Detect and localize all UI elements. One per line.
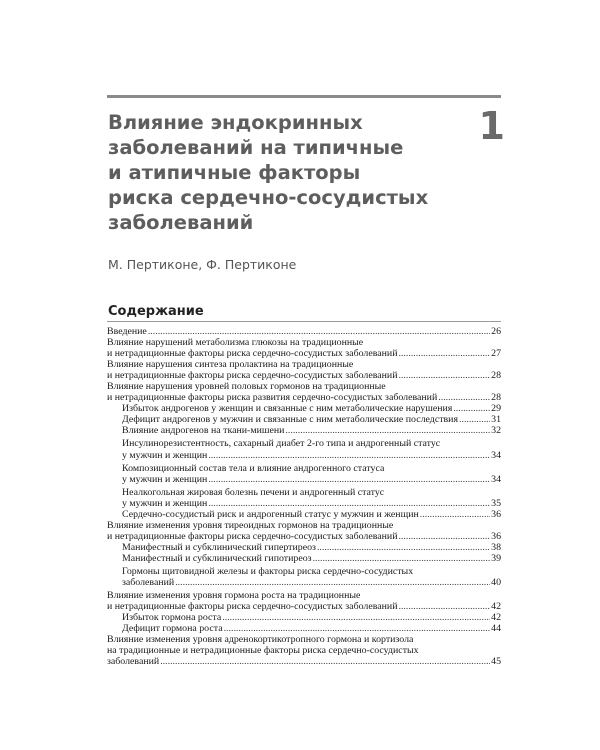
toc-page-number: 42 [491, 601, 501, 613]
toc-rule [107, 321, 501, 322]
toc-entry-text: Влияние изменения уровня адренокортикотропного гормона и кортизола [107, 634, 414, 646]
toc-entry-text: Инсулинорезистентность, сахарный диабет 2-го типа и андрогенный статус [122, 438, 441, 450]
toc-page-number: 45 [491, 656, 501, 668]
toc-entry[interactable] [107, 520, 501, 531]
toc-entry-text: и нетрадиционные факторы риска сердечно-сосудистых заболеваний [107, 601, 398, 613]
toc-entry-text: заболеваний [107, 656, 160, 668]
toc-page-number: 31 [491, 414, 501, 426]
toc-entry[interactable] [107, 463, 501, 474]
toc-dot-leader [208, 450, 490, 461]
toc-page-number: 39 [491, 552, 501, 564]
toc-page-number: 32 [491, 425, 501, 437]
toc-entry[interactable] [107, 645, 501, 656]
toc-dot-leader [398, 601, 490, 612]
toc-page-number: 28 [491, 370, 501, 382]
chapter-title-line: риска сердечно-сосудистых [108, 186, 429, 209]
toc-entry-text: Манифестный и субклинический гипертиреоз [122, 541, 316, 553]
toc-dot-leader [420, 509, 490, 520]
toc-dot-leader [208, 498, 490, 509]
top-rule [107, 95, 501, 98]
toc-page-number: 38 [491, 541, 501, 553]
toc-page-number: 36 [491, 530, 501, 542]
chapter-title [108, 110, 428, 235]
toc-entry[interactable] [107, 577, 501, 588]
toc-entry[interactable] [107, 337, 501, 348]
toc-entry[interactable] [107, 487, 501, 498]
toc-entry[interactable] [107, 359, 501, 370]
toc-dot-leader [313, 553, 491, 564]
toc-entry-text: и нетрадиционные факторы риска сердечно-сосудистых заболеваний [107, 348, 398, 360]
toc-entry-text: Влияние изменения уровня гормона роста на традиционные [107, 590, 361, 602]
toc-entry-text: и нетрадиционные факторы риска сердечно-сосудистых заболеваний [107, 530, 398, 542]
toc-page-number: 34 [491, 473, 501, 485]
toc-entry[interactable] [107, 403, 501, 414]
toc-entry-text: на традиционные и нетрадиционные факторы риска сердечно-сосудистых [107, 645, 419, 657]
toc-entry-text: у мужчин и женщин [122, 497, 208, 509]
toc-entry[interactable] [107, 370, 501, 381]
toc-entry-text: Гормоны щитовидной железы и факторы риска сердечно-сосудистых [122, 565, 414, 577]
toc-entry-text: Избыток гормона роста [122, 612, 222, 624]
toc-entry[interactable] [107, 498, 501, 509]
toc-heading: Содержание [108, 304, 204, 319]
toc-entry[interactable] [107, 590, 501, 601]
table-of-contents [107, 326, 501, 667]
toc-entry[interactable] [107, 612, 501, 623]
toc-entry-text: заболеваний [122, 577, 175, 589]
toc-entry-text: Влияние нарушения уровней половых гормонов на традиционные [107, 381, 386, 393]
toc-entry-text: Неалкогольная жировая болезнь печени и андрогенный статус [122, 486, 385, 498]
toc-entry-text: у мужчин и женщин [122, 473, 208, 485]
toc-entry[interactable] [107, 656, 501, 667]
toc-entry-text: Влияние нарушений метаболизма глюкозы на традиционные [107, 337, 364, 349]
toc-dot-leader [208, 474, 490, 485]
authors: М. Пертиконе, Ф. Пертиконе [108, 257, 297, 272]
toc-entry-text: Влияние изменения уровня тиреоидных гормонов на традиционные [107, 519, 394, 531]
toc-page-number: 28 [491, 392, 501, 404]
toc-dot-leader [285, 425, 490, 436]
toc-page-number: 36 [491, 508, 501, 520]
toc-entry-text: Влияние андрогенов на ткани-мишени [122, 425, 285, 437]
toc-entry[interactable] [107, 450, 501, 461]
chapter-title-line: заболеваний на типичные [108, 136, 404, 159]
toc-entry[interactable] [107, 542, 501, 553]
chapter-title-line: Влияние эндокринных [108, 111, 363, 134]
toc-dot-leader [398, 531, 490, 542]
toc-entry[interactable] [107, 414, 501, 425]
chapter-number: 1 [478, 104, 505, 148]
toc-entry[interactable] [107, 634, 501, 645]
toc-entry[interactable] [107, 392, 501, 403]
toc-dot-leader [175, 577, 490, 588]
toc-entry-text: Композиционный состав тела и влияние андрогенного статуса [122, 462, 385, 474]
toc-dot-leader [453, 403, 490, 414]
toc-entry-text: Введение [107, 326, 147, 337]
toc-entry[interactable] [107, 326, 501, 337]
toc-page-number: 40 [491, 577, 501, 589]
toc-entry[interactable] [107, 438, 501, 449]
toc-dot-leader [224, 623, 491, 634]
toc-entry-text: Дефицит андрогенов у мужчин и связанные с ним метаболические последствия [122, 414, 459, 426]
toc-dot-leader [222, 612, 490, 623]
toc-entry[interactable] [107, 509, 501, 520]
toc-page-number: 26 [491, 326, 501, 337]
toc-entry[interactable] [107, 425, 501, 436]
toc-page-number: 29 [491, 403, 501, 415]
toc-page-number: 35 [491, 497, 501, 509]
toc-dot-leader [459, 414, 490, 425]
chapter-title-line: и атипичные факторы [108, 161, 361, 184]
toc-entry[interactable] [107, 531, 501, 542]
toc-entry[interactable] [107, 381, 501, 392]
toc-dot-leader [438, 392, 490, 403]
toc-entry[interactable] [107, 566, 501, 577]
toc-entry-text: Сердечно-сосудистый риск и андрогенный статус у мужчин и женщин [122, 508, 419, 520]
toc-entry-text: Влияние нарушения синтеза пролактина на традиционные [107, 359, 354, 371]
toc-dot-leader [160, 656, 490, 667]
toc-entry-text: Манифестный и субклинический гипотиреоз [122, 552, 312, 564]
toc-page-number: 34 [491, 449, 501, 461]
toc-entry[interactable] [107, 348, 501, 359]
toc-dot-leader [148, 326, 490, 337]
toc-page-number: 27 [491, 348, 501, 360]
toc-entry-text: и нетрадиционные факторы риска сердечно-сосудистых заболеваний [107, 370, 398, 382]
chapter-title-line: заболеваний [108, 211, 254, 234]
toc-entry[interactable] [107, 601, 501, 612]
toc-entry-text: Избыток андрогенов у женщин и связанные с ним метаболические нарушения [122, 403, 453, 415]
toc-entry-text: Дефицит гормона роста [122, 623, 223, 635]
toc-entry[interactable] [107, 474, 501, 485]
toc-page-number: 42 [491, 612, 501, 624]
toc-dot-leader [398, 370, 490, 381]
toc-dot-leader [398, 348, 490, 359]
toc-page-number: 44 [491, 623, 501, 635]
toc-entry-text: и нетрадиционные факторы риска развития сердечно-сосудистых заболеваний [107, 392, 438, 404]
toc-entry-text: у мужчин и женщин [122, 449, 208, 461]
toc-entry[interactable] [107, 623, 501, 634]
toc-entry[interactable] [107, 553, 501, 564]
toc-dot-leader [317, 542, 490, 553]
